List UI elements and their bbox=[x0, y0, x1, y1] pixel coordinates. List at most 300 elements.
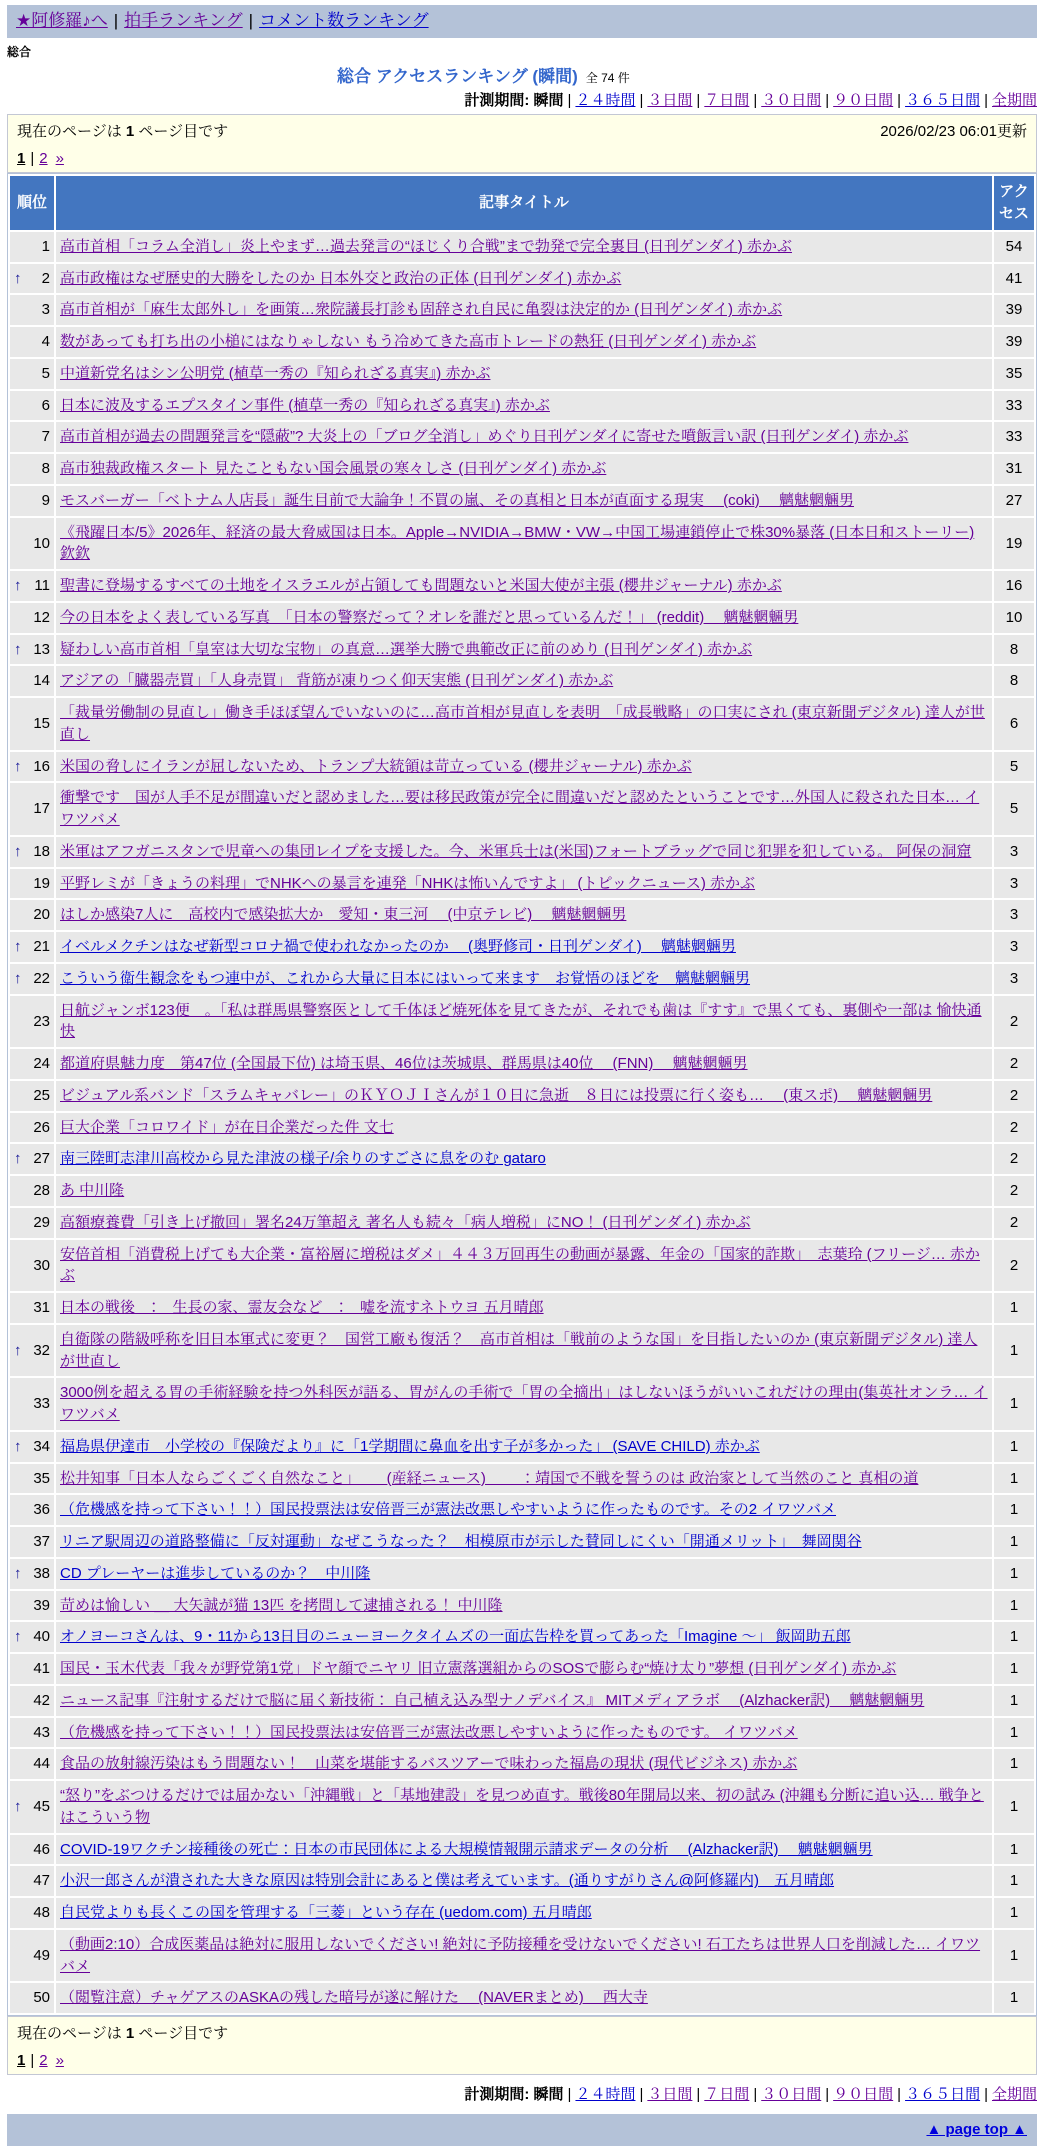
article-link[interactable]: モスバーガー「ベトナム人店長」誕生目前で大論争！不買の嵐、その真相と日本が直面する現実 (coki) 魑魅魍魎男 bbox=[60, 491, 854, 509]
article-title-cell bbox=[56, 232, 992, 262]
article-title-cell bbox=[56, 1654, 992, 1684]
article-link[interactable]: 国民・玉木代表「我々が野党第1党」ドヤ顔でニヤリ 旧立憲落選組からのSOSで膨らむ“焼け太り”夢想 (日刊ゲンダイ) 赤かぶ bbox=[60, 1660, 897, 1678]
table-row bbox=[10, 571, 1034, 601]
access-count: 1 bbox=[994, 1983, 1034, 2013]
article-link[interactable]: 聖書に登場するすべての土地をイスラエルが占領しても問題ないと米国大使が主張 (櫻井ジャーナル) 赤かぶ bbox=[60, 577, 782, 595]
access-count: 3 bbox=[994, 932, 1034, 962]
rank-cell bbox=[10, 264, 54, 294]
table-row bbox=[10, 1495, 1034, 1525]
pager-page-link[interactable]: » bbox=[55, 150, 64, 168]
article-link[interactable]: あ 中川隆 bbox=[60, 1182, 125, 1200]
rank-number: 7 bbox=[41, 428, 50, 446]
table-row bbox=[10, 964, 1034, 994]
rank-up-arrow-icon: ↑ bbox=[14, 757, 22, 775]
rank-up-arrow-icon: ↑ bbox=[14, 938, 22, 956]
access-count: 1 bbox=[994, 1293, 1034, 1323]
rank-number: 46 bbox=[33, 1840, 50, 1858]
article-link[interactable]: 自衛隊の階級呼称を旧日本軍式に変更？ 国営工廠も復活？ 高市首相は「戦前のような国」を目指したいのか (東京新聞デジタル) 達人が世直し bbox=[60, 1330, 978, 1370]
table-row bbox=[10, 232, 1034, 262]
article-link[interactable]: 福島県伊達市 小学校の『保険だより』に「1学期間に鼻血を出す子が多かった」 (SAVE CHILD) 赤かぶ bbox=[60, 1437, 760, 1455]
article-link[interactable]: 都道府県魅力度 第47位 (全国最下位) は埼玉県、46位は茨城県、群馬県は40位 (FNN) 魑魅魍魎男 bbox=[60, 1055, 748, 1073]
access-count: 1 bbox=[994, 1559, 1034, 1589]
table-row bbox=[10, 1622, 1034, 1652]
access-count: 1 bbox=[994, 1781, 1034, 1833]
article-link[interactable]: 日本に波及するエプスタイン事件 (植草一秀の『知られざる真実』) 赤かぶ bbox=[60, 396, 550, 414]
article-title-cell bbox=[56, 752, 992, 782]
table-row bbox=[10, 603, 1034, 633]
access-count: 2 bbox=[994, 1144, 1034, 1174]
article-title-cell bbox=[56, 1325, 992, 1377]
article-link[interactable]: 食品の放射線汚染はもう問題ない！ 山菜を堪能するバスツアーで味わった福島の現状 (現代ビジネス) 赤かぶ bbox=[60, 1755, 798, 1773]
access-count: 3 bbox=[994, 869, 1034, 899]
rank-number: 50 bbox=[33, 1989, 50, 2007]
page-info-box-top bbox=[7, 114, 1037, 173]
rank-cell bbox=[10, 1240, 54, 1292]
period-link[interactable]: 全期間 bbox=[991, 92, 1037, 110]
rank-cell bbox=[10, 1559, 54, 1589]
access-count: 1 bbox=[994, 1898, 1034, 1928]
period-link[interactable]: ７日間 bbox=[704, 2086, 750, 2104]
updated-timestamp: 2026/02/23 06:01更新 bbox=[880, 123, 1027, 141]
access-count: 2 bbox=[994, 1113, 1034, 1143]
table-row bbox=[10, 1113, 1034, 1143]
article-title-cell bbox=[56, 571, 992, 601]
table-row bbox=[10, 752, 1034, 782]
table-row bbox=[10, 1144, 1034, 1174]
article-link[interactable]: 《飛躍日本/5》2026年、経済の最大脅威国は日本。Apple→NVIDIA→BMW・VW→中国工場連鎖停止で株30%暴落 (日本日和ストーリー) 欽欽 bbox=[60, 523, 975, 563]
access-count: 41 bbox=[994, 264, 1034, 294]
table-row bbox=[10, 1527, 1034, 1557]
article-title-cell bbox=[56, 1432, 992, 1462]
article-link[interactable]: 3000例を超える胃の手術経験を持つ外科医が語る、胃がんの手術で「胃の全摘出」はしないほうがいいこれだけの理由(集英社オンラ… イワツバメ bbox=[60, 1384, 988, 1424]
nav-separator: | bbox=[113, 11, 119, 30]
rank-cell bbox=[10, 295, 54, 325]
article-title-cell bbox=[56, 1378, 992, 1430]
pager-page-link[interactable]: » bbox=[55, 2052, 64, 2070]
access-count: 54 bbox=[994, 232, 1034, 262]
rank-cell bbox=[10, 666, 54, 696]
rank-number: 42 bbox=[33, 1691, 50, 1709]
rank-number: 25 bbox=[33, 1086, 50, 1104]
rank-cell bbox=[10, 1325, 54, 1377]
rank-number: 5 bbox=[41, 364, 50, 382]
table-row bbox=[10, 1176, 1034, 1206]
period-link[interactable]: ３日間 bbox=[647, 2086, 693, 2104]
table-row bbox=[10, 1866, 1034, 1896]
article-title-cell bbox=[56, 1559, 992, 1589]
access-count: 1 bbox=[994, 1432, 1034, 1462]
table-row bbox=[10, 327, 1034, 357]
access-count: 1 bbox=[994, 1654, 1034, 1684]
article-link[interactable]: 苛めは愉しい ＿ 大矢誠が猫 13匹 を拷問して逮捕される！ 中川隆 bbox=[60, 1596, 503, 1614]
article-link[interactable]: （動画2:10）合成医薬品は絶対に服用しないでください! 絶対に予防接種を受けないでください! 石工たちは世界人口を削減した… イワツバメ bbox=[60, 1935, 981, 1975]
rank-number: 19 bbox=[33, 874, 50, 892]
access-count: 1 bbox=[994, 1378, 1034, 1430]
rank-number: 3 bbox=[41, 301, 50, 319]
rank-cell bbox=[10, 1930, 54, 1982]
article-title-cell bbox=[56, 1240, 992, 1292]
nav-separator: | bbox=[248, 11, 254, 30]
period-selector-top bbox=[7, 89, 1037, 110]
article-title-cell bbox=[56, 327, 992, 357]
table-row bbox=[10, 996, 1034, 1048]
access-count: 33 bbox=[994, 422, 1034, 452]
period-separator: | bbox=[984, 2086, 988, 2104]
article-link[interactable]: 高市首相が過去の問題発言を“隠蔽”? 大炎上の「ブログ全消し」めぐり日刊ゲンダイに寄せた噴飯言い訳 (日刊ゲンダイ) 赤かぶ bbox=[60, 428, 909, 446]
article-link[interactable]: 数があっても打ち出の小槌にはなりゃしない もう冷めてきた高市トレードの熱狂 (日刊ゲンダイ) 赤かぶ bbox=[60, 333, 757, 351]
pager-current-page: 1 bbox=[17, 2052, 26, 2070]
rank-number: 14 bbox=[33, 672, 50, 690]
article-title-cell bbox=[56, 666, 992, 696]
table-row bbox=[10, 359, 1034, 389]
article-title-cell bbox=[56, 1049, 992, 1079]
table-row bbox=[10, 869, 1034, 899]
article-title-cell bbox=[56, 837, 992, 867]
rank-up-arrow-icon: ↑ bbox=[14, 842, 22, 860]
rank-number: 32 bbox=[33, 1341, 50, 1359]
rank-number: 36 bbox=[33, 1501, 50, 1519]
article-title-cell bbox=[56, 454, 992, 484]
access-count: 35 bbox=[994, 359, 1034, 389]
period-separator: | bbox=[984, 92, 988, 110]
rank-up-arrow-icon: ↑ bbox=[14, 1341, 22, 1359]
article-link[interactable]: 日航ジャンボ123便 。「私は群馬県警察医として千体ほど焼死体を見てきたが、それでも歯は『すす』で黒くても、裏側や一部は 愉快通快 bbox=[60, 1001, 982, 1041]
rank-number: 43 bbox=[33, 1723, 50, 1741]
table-row bbox=[10, 1081, 1034, 1111]
period-label: 計測期間: bbox=[464, 92, 530, 110]
table-row bbox=[10, 698, 1034, 750]
col-header-access: アクセス bbox=[994, 176, 1034, 230]
rank-cell bbox=[10, 1749, 54, 1779]
article-link[interactable]: 高市首相「コラム全消し」炎上やまず…過去発言の“ほじくり合戦”まで勃発で完全裏目 (日刊ゲンダイ) 赤かぶ bbox=[60, 237, 792, 255]
article-title-cell bbox=[56, 1208, 992, 1238]
access-count: 31 bbox=[994, 454, 1034, 484]
rank-number: 16 bbox=[33, 757, 50, 775]
table-row bbox=[10, 1240, 1034, 1292]
rank-number: 4 bbox=[41, 333, 50, 351]
article-link[interactable]: イベルメクチンはなぜ新型コロナ禍で使われなかったのか (奥野修司・日刊ゲンダイ) 魑魅魍魎男 bbox=[60, 938, 736, 956]
top-nav-bar bbox=[7, 5, 1037, 38]
period-link[interactable]: ２４時間 bbox=[575, 92, 636, 110]
pager-separator: | bbox=[30, 150, 35, 168]
rank-cell bbox=[10, 1432, 54, 1462]
period-link[interactable]: ３０日間 bbox=[761, 92, 822, 110]
article-title-cell bbox=[56, 1930, 992, 1982]
rank-number: 21 bbox=[33, 938, 50, 956]
table-row bbox=[10, 1718, 1034, 1748]
period-link[interactable]: ３６５日間 bbox=[905, 92, 981, 110]
article-link[interactable]: リニア駅周辺の道路整備に「反対運動」なぜこうなった？ 相模原市が示した賛同しにくい「開通メリット」 舞岡関谷 bbox=[60, 1533, 862, 1551]
article-title-cell bbox=[56, 422, 992, 452]
article-title-cell bbox=[56, 295, 992, 325]
current-page-number: 1 bbox=[125, 2025, 135, 2043]
rank-number: 34 bbox=[33, 1437, 50, 1455]
article-link[interactable]: アジアの「臓器売買」「人身売買」 背筋が凍りつく仰天実態 (日刊ゲンダイ) 赤かぶ bbox=[60, 672, 614, 690]
article-title-cell bbox=[56, 1464, 992, 1494]
access-count: 1 bbox=[994, 1622, 1034, 1652]
article-link[interactable]: 「裁量労働制の見直し」働き手ほぼ望んでいないのに…高市首相が見直しを表明 「成長戦略」の口実にされ (東京新聞デジタル) 達人が世直し bbox=[60, 704, 985, 743]
rank-number: 31 bbox=[33, 1299, 50, 1317]
article-link[interactable]: ニュース記事『注射するだけで脳に届く新技術： 自己植え込み型ナノデバイス』 MITメディアラボ (Alzhacker訳) 魑魅魍魎男 bbox=[60, 1691, 925, 1709]
rank-cell bbox=[10, 518, 54, 570]
article-link[interactable]: 米国の脅しにイランが屈しないため、トランプ大統領は苛立っている (櫻井ジャーナル) 赤かぶ bbox=[60, 757, 692, 775]
table-row bbox=[10, 1432, 1034, 1462]
top-nav-link[interactable]: 拍手ランキング bbox=[124, 11, 243, 30]
article-link[interactable]: （危機感を持って下さい！！）国民投票法は安倍晋三が憲法改悪しやすいように作ったものです。その2 イワツバメ bbox=[60, 1501, 837, 1519]
rank-cell bbox=[10, 1622, 54, 1652]
rank-number: 2 bbox=[41, 269, 50, 287]
article-title-cell bbox=[56, 1835, 992, 1865]
table-row bbox=[10, 1654, 1034, 1684]
pager-separator: | bbox=[30, 2052, 35, 2070]
rank-number: 39 bbox=[33, 1596, 50, 1614]
rank-cell bbox=[10, 1527, 54, 1557]
period-separator: | bbox=[696, 92, 701, 110]
table-row bbox=[10, 264, 1034, 294]
rank-number: 11 bbox=[34, 577, 50, 595]
table-row bbox=[10, 1835, 1034, 1865]
rank-cell bbox=[10, 1983, 54, 2013]
access-count: 6 bbox=[994, 698, 1034, 750]
table-header-row bbox=[10, 176, 1034, 230]
rank-up-arrow-icon: ↑ bbox=[14, 269, 22, 287]
access-count: 1 bbox=[994, 1527, 1034, 1557]
rank-cell bbox=[10, 571, 54, 601]
table-row bbox=[10, 1464, 1034, 1494]
rank-cell bbox=[10, 603, 54, 633]
period-link[interactable]: ９０日間 bbox=[833, 92, 894, 110]
access-count: 2 bbox=[994, 1208, 1034, 1238]
access-count: 8 bbox=[994, 666, 1034, 696]
article-title-cell bbox=[56, 1176, 992, 1206]
rank-cell bbox=[10, 1113, 54, 1143]
rank-cell bbox=[10, 1654, 54, 1684]
table-row bbox=[10, 391, 1034, 421]
article-link[interactable]: 平野レミが「きょうの料理」でNHKへの暴言を連発「NHKは怖いんですよ」 (トピックニュース) 赤かぶ bbox=[60, 874, 756, 892]
rank-cell bbox=[10, 359, 54, 389]
rank-up-arrow-icon: ↑ bbox=[14, 1798, 22, 1816]
period-separator: | bbox=[753, 2086, 758, 2104]
pager-page-link[interactable]: 2 bbox=[39, 150, 48, 168]
access-count: 2 bbox=[994, 1240, 1034, 1292]
article-link[interactable]: こういう衛生観念をもつ連中が、これから大量に日本にはいって来ます お覚悟のほどを 魑魅魍魎男 bbox=[60, 969, 751, 987]
article-title-cell bbox=[56, 996, 992, 1048]
period-separator: | bbox=[825, 2086, 830, 2104]
article-title-cell bbox=[56, 518, 992, 570]
article-link[interactable]: 自民党よりも長くこの国を管理する「三菱」という存在 (uedom.com) 五月晴郎 bbox=[60, 1904, 592, 1922]
rank-number: 47 bbox=[33, 1872, 50, 1890]
rank-cell bbox=[10, 1686, 54, 1716]
article-link[interactable]: 衝撃です 国が人手不足が間違いだと認めました…要は移民政策が完全に間違いだと認めたということです…外国人に殺された日本… イワツバメ bbox=[60, 789, 980, 829]
article-link[interactable]: 今の日本をよく表している写真 「日本の警察だって？オレを誰だと思っているんだ！」 (reddit) 魑魅魍魎男 bbox=[60, 608, 799, 626]
rank-cell bbox=[10, 635, 54, 665]
article-title-cell bbox=[56, 635, 992, 665]
period-link[interactable]: ３０日間 bbox=[761, 2086, 822, 2104]
rank-number: 20 bbox=[33, 906, 50, 924]
rank-number: 28 bbox=[33, 1182, 50, 1200]
rank-number: 40 bbox=[33, 1628, 50, 1646]
access-count: 1 bbox=[994, 1718, 1034, 1748]
rank-number: 30 bbox=[33, 1256, 50, 1274]
access-count: 1 bbox=[994, 1591, 1034, 1621]
rank-up-arrow-icon: ↑ bbox=[14, 1628, 22, 1646]
article-title-cell bbox=[56, 391, 992, 421]
article-link[interactable]: ビジュアル系バンド「スラムキャバレー」のＫＹＯＪＩさんが１０日に急逝 ８日には投票に行く姿も… (東スポ) 魑魅魍魎男 bbox=[60, 1086, 933, 1104]
table-row bbox=[10, 454, 1034, 484]
access-count: 3 bbox=[994, 964, 1034, 994]
page-top-link[interactable]: ▲ page top ▲ bbox=[926, 2121, 1027, 2139]
pager-bottom bbox=[17, 2052, 1027, 2070]
table-row bbox=[10, 422, 1034, 452]
access-count: 2 bbox=[994, 1081, 1034, 1111]
rank-up-arrow-icon: ↑ bbox=[14, 1564, 22, 1582]
article-link[interactable]: （危機感を持って下さい！！）国民投票法は安倍晋三が憲法改悪しやすいように作ったものです。 イワツバメ bbox=[60, 1723, 798, 1741]
article-link[interactable]: 小沢一郎さんが潰された大きな原因は特別会計にあると僕は考えています。(通りすがりさん@阿修羅内) 五月晴郎 bbox=[60, 1872, 835, 1890]
article-link[interactable]: “怒り”をぶつけるだけでは届かない「沖縄戦」と「基地建設」を見つめ直す。戦後80年開局以来、初の試み (沖縄も分断に追い込… 戦争とはこういう物 bbox=[60, 1787, 984, 1826]
rank-number: 41 bbox=[33, 1660, 50, 1678]
rank-cell bbox=[10, 1591, 54, 1621]
article-link[interactable]: 高市政権はなぜ歴史的大勝をしたのか 日本外交と政治の正体 (日刊ゲンダイ) 赤かぶ bbox=[60, 269, 622, 287]
article-title-cell bbox=[56, 1081, 992, 1111]
rank-cell bbox=[10, 1464, 54, 1494]
period-current: 瞬間 bbox=[533, 2086, 564, 2104]
article-title-cell bbox=[56, 1718, 992, 1748]
article-title-cell bbox=[56, 1293, 992, 1323]
rank-number: 44 bbox=[33, 1755, 50, 1773]
access-count: 19 bbox=[994, 518, 1034, 570]
rank-cell bbox=[10, 1781, 54, 1833]
rank-cell bbox=[10, 932, 54, 962]
access-count: 1 bbox=[994, 1835, 1034, 1865]
article-link[interactable]: 高額療養費「引き上げ撤回」署名24万筆超え 著名人も続々「病人増税」にNO！ (日刊ゲンダイ) 赤かぶ bbox=[60, 1213, 751, 1231]
current-page-number: 1 bbox=[125, 123, 135, 141]
rank-number: 1 bbox=[41, 237, 50, 255]
period-separator: | bbox=[897, 2086, 902, 2104]
access-count: 1 bbox=[994, 1686, 1034, 1716]
period-link[interactable]: ３日間 bbox=[647, 92, 693, 110]
period-link[interactable]: ３６５日間 bbox=[905, 2086, 981, 2104]
article-title-cell bbox=[56, 1781, 992, 1833]
article-link[interactable]: 南三陸町志津川高校から見た津波の様子/余りのすごさに息をのむ gataro bbox=[60, 1150, 546, 1168]
article-title-cell bbox=[56, 264, 992, 294]
article-link[interactable]: 巨大企業「コロワイド」が在日企業だった件 文七 bbox=[60, 1118, 394, 1136]
rank-number: 33 bbox=[33, 1395, 50, 1413]
article-link[interactable]: CD プレーヤーは進歩しているのか？ 中川隆 bbox=[60, 1564, 371, 1582]
rank-up-arrow-icon: ↑ bbox=[14, 1437, 22, 1455]
table-row bbox=[10, 1559, 1034, 1589]
rank-number: 10 bbox=[33, 534, 50, 552]
col-header-title: 記事タイトル bbox=[56, 176, 992, 230]
rank-number: 12 bbox=[33, 608, 50, 626]
period-link[interactable]: ９０日間 bbox=[833, 2086, 894, 2104]
article-title-cell bbox=[56, 359, 992, 389]
article-link[interactable]: 高市独裁政権スタート 見たこともない国会風景の寒々しさ (日刊ゲンダイ) 赤かぶ bbox=[60, 460, 607, 478]
rank-cell bbox=[10, 1718, 54, 1748]
top-nav-link[interactable]: ★阿修羅♪へ bbox=[16, 11, 108, 30]
article-link[interactable]: 疑わしい高市首相「皇室は大切な宝物」の真意…選挙大勝で典範改正に前のめり (日刊ゲンダイ) 赤かぶ bbox=[60, 640, 753, 658]
table-row bbox=[10, 1930, 1034, 1982]
article-title-cell bbox=[56, 698, 992, 750]
table-row bbox=[10, 783, 1034, 835]
total-count: 全 74 件 bbox=[585, 71, 630, 86]
rank-number: 29 bbox=[33, 1213, 50, 1231]
rank-cell bbox=[10, 837, 54, 867]
rank-number: 23 bbox=[33, 1012, 50, 1030]
article-link[interactable]: 松井知事「日本人ならごくごく自然なこと」 (産経ニュース) ：靖国で不戦を誓うのは 政治家として当然のこと 真相の道 bbox=[60, 1469, 919, 1487]
article-link[interactable]: 米軍はアフガニスタンで児童への集団レイプを支援した。今、米軍兵士は(米国)フォートブラッグで同じ犯罪を犯している。 阿保の洞窟 bbox=[60, 842, 972, 860]
table-row bbox=[10, 295, 1034, 325]
rank-cell bbox=[10, 1835, 54, 1865]
period-separator: | bbox=[639, 2086, 644, 2104]
article-link[interactable]: 中道新党名はシン公明党 (植草一秀の『知られざる真実』) 赤かぶ bbox=[60, 364, 491, 382]
rank-cell bbox=[10, 1081, 54, 1111]
table-row bbox=[10, 666, 1034, 696]
article-link[interactable]: COVID-19ワクチン接種後の死亡：日本の市民団体による大規模情報開示請求データの分析 (Alzhacker訳) 魑魅魍魎男 bbox=[60, 1840, 873, 1858]
article-link[interactable]: 高市首相が「麻生太郎外し」を画策…衆院議長打診も固辞され自民に亀裂は決定的か (日刊ゲンダイ) 赤かぶ bbox=[60, 301, 783, 319]
period-link[interactable]: 全期間 bbox=[991, 2086, 1037, 2104]
article-title-cell bbox=[56, 1686, 992, 1716]
rank-cell bbox=[10, 391, 54, 421]
rank-up-arrow-icon: ↑ bbox=[14, 640, 22, 658]
access-count: 39 bbox=[994, 327, 1034, 357]
access-count: 2 bbox=[994, 996, 1034, 1048]
article-title-cell bbox=[56, 603, 992, 633]
article-title-cell bbox=[56, 486, 992, 516]
table-row bbox=[10, 1749, 1034, 1779]
period-separator: | bbox=[639, 92, 644, 110]
access-count: 3 bbox=[994, 837, 1034, 867]
article-title-cell bbox=[56, 1144, 992, 1174]
top-nav-link[interactable]: コメント数ランキング bbox=[259, 11, 429, 30]
article-link[interactable]: オノヨーコさんは、9・11から13日目のニューヨークタイムズの一面広告枠を買ってあった「Imagine ～」 飯岡助五郎 bbox=[60, 1628, 851, 1646]
table-row bbox=[10, 1591, 1034, 1621]
rank-cell bbox=[10, 232, 54, 262]
rank-number: 6 bbox=[41, 396, 50, 414]
table-row bbox=[10, 932, 1034, 962]
rank-cell bbox=[10, 783, 54, 835]
rank-number: 13 bbox=[33, 640, 50, 658]
rank-cell bbox=[10, 1208, 54, 1238]
rank-number: 48 bbox=[33, 1904, 50, 1922]
access-count: 33 bbox=[994, 391, 1034, 421]
access-count: 1 bbox=[994, 1930, 1034, 1982]
article-link[interactable]: 日本の戦後 ： 生長の家、霊友会など ： 嘘を流すネトウヨ 五月晴郎 bbox=[60, 1299, 544, 1317]
period-separator: | bbox=[696, 2086, 701, 2104]
pager-page-link[interactable]: 2 bbox=[39, 2052, 48, 2070]
access-count: 3 bbox=[994, 900, 1034, 930]
rank-cell bbox=[10, 1495, 54, 1525]
period-link[interactable]: ７日間 bbox=[704, 92, 750, 110]
access-count: 39 bbox=[994, 295, 1034, 325]
title-line bbox=[337, 62, 1037, 87]
table-row bbox=[10, 1208, 1034, 1238]
rank-number: 17 bbox=[33, 800, 50, 818]
rank-cell bbox=[10, 1293, 54, 1323]
access-count: 1 bbox=[994, 1464, 1034, 1494]
article-title-cell bbox=[56, 1866, 992, 1896]
page-info-box-bottom bbox=[7, 2016, 1037, 2075]
article-link[interactable]: （閲覧注意）チャゲアスのASKAの残した暗号が遂に解けた (NAVERまとめ) 西大寺 bbox=[60, 1989, 648, 2007]
article-link[interactable]: 安倍首相「消費税上げても大企業・富裕層に増税はダメ」４４３万回再生の動画が暴露、年金の「国家的詐欺」 志葉玲 (フリージ… 赤かぶ bbox=[60, 1245, 980, 1285]
table-row bbox=[10, 900, 1034, 930]
current-page-status: 現在のページは 1 ページ目です bbox=[17, 123, 229, 141]
rank-cell bbox=[10, 869, 54, 899]
article-title-cell bbox=[56, 1898, 992, 1928]
article-link[interactable]: はしか感染7人に 高校内で感染拡大か 愛知・東三河 (中京テレビ) 魑魅魍魎男 bbox=[60, 906, 627, 924]
rank-number: 15 bbox=[33, 715, 50, 733]
table-row bbox=[10, 1293, 1034, 1323]
period-link[interactable]: ２４時間 bbox=[575, 2086, 636, 2104]
